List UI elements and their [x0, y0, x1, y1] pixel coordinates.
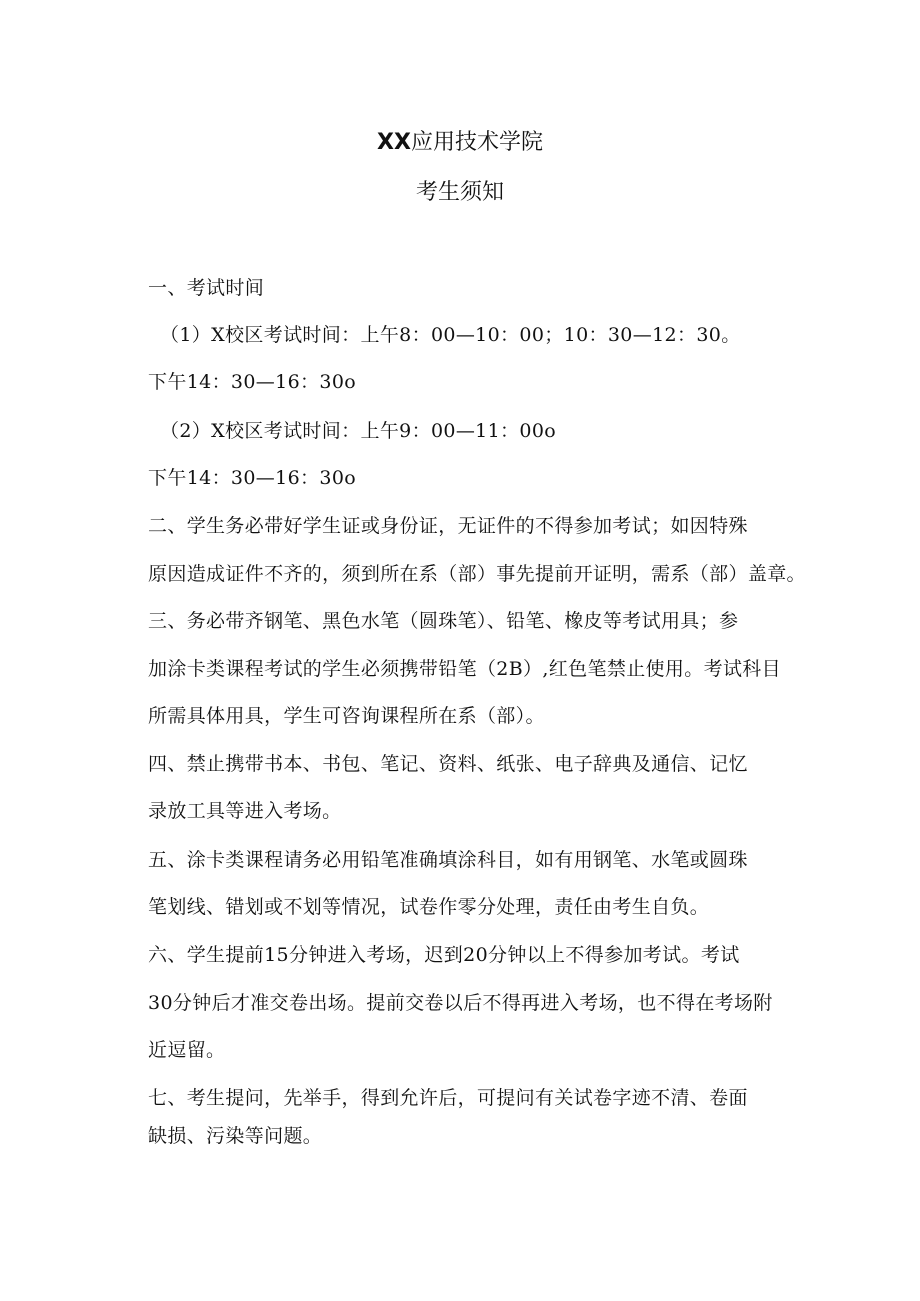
exam-time-campus-2-afternoon: 下午14：30—16：30o — [148, 467, 357, 489]
exam-time-campus-2: （2）X校区考试时间：上午9：00—11：00o — [160, 420, 557, 442]
exam-time-campus-1: （1）X校区考试时间：上午8：00—10：00；10：30—12：30。 — [160, 324, 741, 346]
rule-6-line-1: 六、学生提前15分钟进入考场，迟到20分钟以上不得参加考试。考试 — [148, 944, 740, 966]
rule-2-line-1: 二、学生务必带好学生证或身份证，无证件的不得参加考试；如因特殊 — [148, 515, 748, 537]
rule-3-line-1: 三、务必带齐钢笔、黑色水笔（圆珠笔）、铅笔、橡皮等考试用具；参 — [148, 610, 739, 632]
school-prefix: XX — [377, 130, 411, 155]
rule-2-line-2: 原因造成证件不齐的，须到所在系（部）事先提前开证明，需系（部）盖章。 — [148, 563, 806, 585]
rule-4-line-1: 四、禁止携带书本、书包、笔记、资料、纸张、电子辞典及通信、记忆 — [148, 753, 748, 775]
rule-4-line-2: 录放工具等进入考场。 — [148, 800, 342, 822]
section-heading-exam-time: 一、考试时间 — [148, 277, 265, 299]
rule-5-line-2: 笔划线、错划或不划等情况，试卷作零分处理，责任由考生自负。 — [148, 896, 710, 918]
exam-time-campus-1-afternoon: 下午14：30—16：30o — [148, 371, 357, 393]
page-title: 考生须知 — [415, 180, 504, 205]
rule-7-line-1: 七、考生提问，先举手，得到允许后，可提问有关试卷字迹不清、卷面 — [148, 1087, 748, 1109]
rule-3-line-2: 加涂卡类课程考试的学生必须携带铅笔（2B）,红色笔禁止使用。考试科目 — [148, 658, 781, 680]
rule-5-line-1: 五、涂卡类课程请务必用铅笔准确填涂科目，如有用钢笔、水笔或圆珠 — [148, 849, 748, 871]
school-name: 应用技术学院 — [410, 130, 543, 155]
rule-7-line-2: 缺损、污染等问题。 — [148, 1125, 323, 1147]
rule-6-line-3: 近逗留。 — [148, 1039, 226, 1061]
rule-3-line-3: 所需具体用具，学生可咨询课程所在系（部）。 — [148, 705, 545, 727]
school-title — [0, 128, 920, 158]
rule-6-line-2: 30分钟后才准交卷出场。提前交卷以后不得再进入考场，也不得在考场附 — [148, 992, 773, 1014]
